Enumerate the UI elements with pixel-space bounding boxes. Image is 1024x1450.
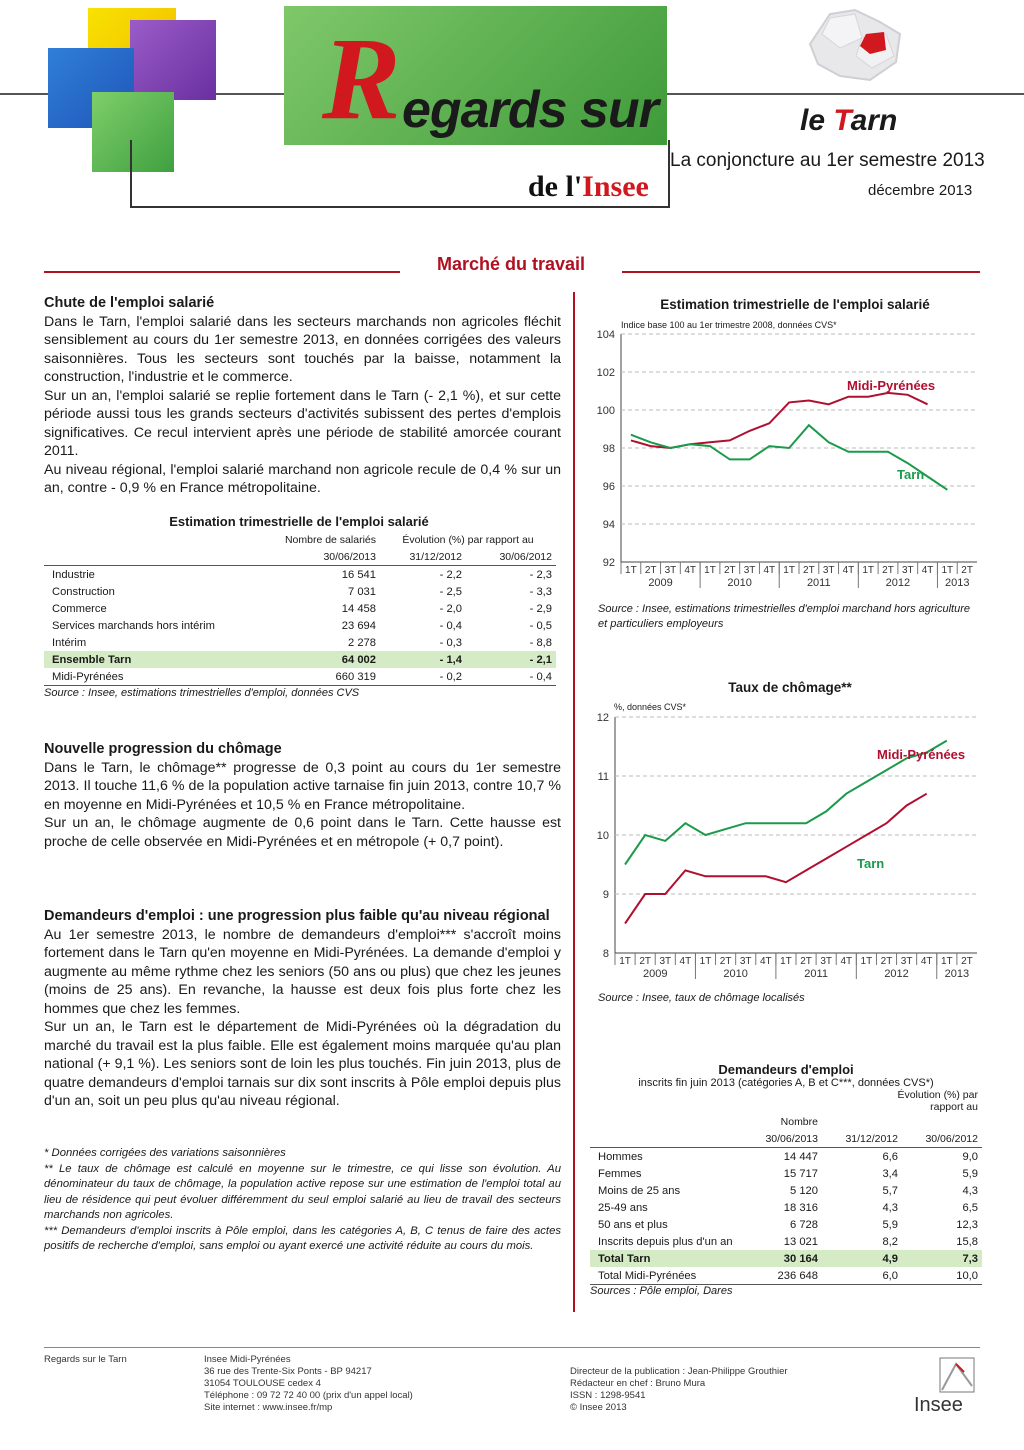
chart-emploi-subtitle: Indice base 100 au 1er trimestre 2008, données CVS* [621,320,837,330]
x-tick-label: 1T [940,956,953,967]
row-label: Inscrits depuis plus d'un an [598,1235,733,1248]
cell: 660 319 [335,670,376,683]
cell: - 2,1 [529,653,552,666]
year-label: 2009 [648,577,673,589]
cell: 3,4 [882,1167,898,1180]
th-date-2: 30/06/2012 [499,550,552,563]
year-label: 2010 [727,577,752,589]
y-tick-label: 102 [596,367,615,379]
cell: - 0,2 [439,670,462,683]
cell: - 2,2 [439,568,462,581]
footer-insee-logo: Insee [914,1394,963,1416]
heading-emploi: Chute de l'emploi salarié [44,295,215,311]
y-tick-label: 100 [596,405,615,417]
footer-address-line: Téléphone : 09 72 72 40 00 (prix d'un appel local) [204,1390,413,1401]
cell: 5 120 [790,1184,818,1197]
table-demandeurs-subtitle: inscrits fin juin 2013 (catégories A, B et C***, données CVS*) [638,1077,934,1089]
chart-emploi-title: Estimation trimestrielle de l'emploi salarié [660,297,930,312]
table-row [44,668,556,686]
map-midi-pyrenees-icon [800,4,910,86]
cell: - 0,4 [529,670,552,683]
chart-emploi-source: Source : Insee, estimations trimestrielles d'emploi marchand hors agriculture et particuliers employeurs [598,603,970,630]
row-label: Commerce [52,602,107,615]
x-tick-label: 4T [759,956,772,967]
cell: 15 717 [783,1167,818,1180]
series-label: Tarn [897,467,925,482]
cell: - 2,3 [529,568,552,581]
footer-credit-line: ISSN : 1298-9541 [570,1390,646,1401]
dept-letter-t: T [833,104,851,137]
x-tick-label: 1T [941,565,954,576]
series-line-midi-pyr-n-es [631,393,928,448]
year-label: 2013 [944,577,970,589]
para-chomage-1: Dans le Tarn, le chômage** progresse de 0,3 point au cours du 1er semestre 2013. Il touche 11,6 % de la population active tarnaise fin juin 2013, contre 10,7 % en moyenne en Midi-Pyrénées et 10,5 % en France métropolitaine. [44,759,561,813]
x-tick-label: 3T [901,565,914,576]
cell: - 0,5 [529,619,552,632]
x-tick-label: 1T [699,956,712,967]
cell: 12,3 [956,1218,978,1231]
footnote-1: * Données corrigées des variations saisonnières [44,1147,286,1159]
row-label: Hommes [598,1150,643,1163]
department-title [800,104,897,138]
x-tick-label: 2T [803,565,815,576]
cell: - 2,0 [439,602,462,615]
logo-square-purple [130,20,216,100]
year-label: 2011 [804,968,828,980]
x-tick-label: 2T [880,956,893,967]
chart-chomage-title: Taux de chômage** [728,680,852,695]
series-label: Tarn [857,856,885,871]
cell: 6,6 [882,1150,898,1163]
x-tick-label: 1T [862,565,875,576]
x-tick-label: 1T [780,956,792,967]
x-tick-label: 4T [921,565,934,576]
footer-publication: Regards sur le Tarn [44,1354,127,1365]
x-tick-label: 4T [840,956,853,967]
row-label: Construction [52,585,115,598]
y-tick-label: 11 [597,771,609,783]
table-row [44,583,556,600]
article-chomage [44,740,561,851]
th-d2: 30/06/2012 [925,1132,978,1145]
cell: 2 278 [348,636,376,649]
y-tick-label: 94 [602,519,615,531]
table-emploi-title: Estimation trimestrielle de l'emploi salarié [169,514,429,529]
x-tick-label: 2T [639,956,652,967]
year-label: 2012 [884,968,909,980]
cell: - 1,4 [439,653,462,666]
x-tick-label: 2T [961,565,973,576]
table-row [44,651,556,668]
y-tick-label: 104 [596,329,615,341]
footer-credit-line: © Insee 2013 [570,1402,627,1413]
dept-prefix: le [800,104,834,137]
para-demandeurs-2: Sur un an, le Tarn est le département de Midi-Pyrénées où la dégradation du marché du travail est la plus faible. Elle est également moins marquée qu'au plan national (+ 9,1 %). Les seniors sont de loin les plus touchés. Fin juin 2013, plus de quatre demandeurs d'emploi tarnais sur dix sont inscrits à Pôle emploi depuis plus d'un an, soit un peu plus qu'au niveau régional. [44,1019,561,1109]
article-demandeurs [44,907,561,1111]
y-tick-label: 9 [602,889,609,901]
footer-address [204,1354,504,1414]
x-tick-label: 1T [625,565,637,576]
column-divider [573,292,575,1312]
cell: 14 447 [783,1150,818,1163]
table-emploi [44,531,556,686]
th-evolution: Évolution (%) par rapport au [402,533,534,546]
logo-insee-word: Insee [582,170,649,203]
footer-credit-line: Directeur de la publication : Jean-Philippe Grouthier [570,1366,788,1377]
y-tick-label: 12 [596,712,609,724]
article-emploi [44,294,561,498]
table-row [44,634,556,651]
section-rule-right [622,271,980,273]
cell: 15,8 [956,1235,978,1248]
cell: - 0,3 [439,636,462,649]
cell: 5,7 [882,1184,898,1197]
table-row [590,1148,982,1166]
table-demandeurs [590,1089,982,1285]
x-tick-label: 1T [619,956,631,967]
table-row [44,600,556,617]
table-demandeurs-emploi [590,1062,982,1297]
table-row [590,1199,982,1216]
th-evolution-2: Évolution (%) par rapport au [897,1089,978,1113]
cell: 4,9 [882,1252,898,1265]
cell: 6,0 [882,1269,898,1282]
table-emploi-source: Source : Insee, estimations trimestrielles d'emploi, données CVS [44,687,360,699]
cell: - 3,3 [529,585,552,598]
cell: - 2,9 [529,602,552,615]
x-tick-label: 4T [920,956,933,967]
x-tick-label: 3T [739,956,752,967]
para-demandeurs-1: Au 1er semestre 2013, le nombre de demandeurs d'emploi*** s'accroît moins fortement dans le Tarn qu'en moyenne en Midi-Pyrénées. La demande d'emploi y augmente au même rythme chez les seniors (50 ans ou plus) que chez les jeunes (moins de 25 ans). En revanche, la hausse est deux fois plus forte chez les hommes que chez les femmes. [44,926,561,1017]
footnote-2: ** Le taux de chômage est calculé en moyenne sur le trimestre, ce qui lisse son évolution. Au dénominateur du taux de chômage, la population active repose sur une estimation de l'emploi total au lieu de résidence qui peut évoluer différemment du seul emploi salarié au lieu de travail des secteurs marchands non agricoles. [44,1162,561,1221]
x-tick-label: 2T [800,956,812,967]
x-tick-label: 2T [723,565,736,576]
cell: 16 541 [341,568,376,581]
footnote-3: *** Demandeurs d'emploi inscrits à Pôle emploi, dans les catégories A, B, C tenus de faire des actes positifs de recherche d'emploi, sans emploi ou ayant exercé une activité réduite au cours du mois. [44,1224,561,1252]
x-tick-label: 3T [820,956,833,967]
x-tick-label: 4T [763,565,776,576]
x-tick-label: 2T [719,956,732,967]
cell: 30 164 [783,1252,818,1265]
row-label: Total Midi-Pyrénées [598,1269,697,1282]
footer-address-line: Insee Midi-Pyrénées [204,1354,291,1365]
logo-de: de l' [528,170,583,203]
year-label: 2012 [885,577,911,589]
footnotes [44,1146,561,1255]
series-label: Midi-Pyrénées [877,747,966,762]
row-label: Ensemble Tarn [52,653,132,666]
table-row [44,566,556,584]
y-tick-label: 98 [602,443,615,455]
cell: 5,9 [882,1218,898,1231]
table-row [590,1182,982,1199]
th-date-0: 30/06/2013 [323,550,376,563]
row-label: Moins de 25 ans [598,1184,681,1197]
para-chomage-2: Sur un an, le chômage augmente de 0,6 point dans le Tarn. Cette hausse est proche de celle observée en Midi-Pyrénées et en métropole (+ 0,7 point). [44,815,561,850]
cell: 10,0 [956,1269,978,1282]
footer-credit-line: Rédacteur en chef : Bruno Mura [570,1378,706,1389]
cell: 5,9 [962,1167,978,1180]
cell: 14 458 [341,602,376,615]
cell: 6 728 [790,1218,818,1231]
x-tick-label: 2T [882,565,894,576]
table-row [590,1250,982,1267]
table-emploi-salarie [44,514,561,699]
row-label: 50 ans et plus [598,1218,668,1231]
cell: 13 021 [783,1235,818,1248]
cell: 23 694 [341,619,376,632]
y-tick-label: 96 [602,481,615,493]
th-d1: 31/12/2012 [845,1132,898,1145]
section-rule-left [44,271,400,273]
cell: - 2,5 [439,585,462,598]
x-tick-label: 3T [664,565,677,576]
section-title: Marché du travail [436,254,586,274]
y-tick-label: 10 [596,830,609,842]
footer-rule [44,1347,980,1348]
para-emploi-3: Au niveau régional, l'emploi salarié marchand non agricole recule de 0,4 % sur un an, contre - 0,9 % en France métropolitaine. [44,461,561,496]
cell: 7 031 [348,585,376,598]
heading-demandeurs: Demandeurs d'emploi : une progression plus faible qu'au niveau régional [44,908,550,924]
table-row [44,617,556,634]
logo-regards-sur: egards sur [402,81,658,139]
row-label: Femmes [598,1167,642,1180]
table-row [590,1233,982,1250]
x-tick-label: 1T [704,565,716,576]
row-label: Total Tarn [598,1252,651,1265]
x-tick-label: 4T [842,565,855,576]
x-tick-label: 2T [961,956,973,967]
logo-letter-r: R [322,13,401,144]
th-date-1: 31/12/2012 [409,550,462,563]
para-emploi-1: Dans le Tarn, l'emploi salarié dans les secteurs marchands non agricoles fléchit sensiblement au cours du 1er semestre 2013, en données corrigées des valeurs saisonnières. Tous les secteurs sont touchés par la baisse, notamment la construction, l'industrie et le commerce. [44,313,561,385]
table-row [590,1267,982,1285]
cell: 18 316 [783,1201,818,1214]
row-label: 25-49 ans [598,1201,648,1214]
x-tick-label: 1T [860,956,873,967]
cell: 6,5 [962,1201,978,1214]
table-row [590,1165,982,1182]
footer-address-line: Site internet : www.insee.fr/mp [204,1402,333,1413]
x-tick-label: 3T [743,565,756,576]
cell: - 0,4 [439,619,462,632]
y-tick-label: 8 [602,948,609,960]
x-tick-label: 3T [822,565,835,576]
cell: 8,2 [882,1235,898,1248]
x-tick-label: 3T [900,956,913,967]
cell: 4,3 [962,1184,978,1197]
cell: 9,0 [962,1150,978,1163]
cell: 236 648 [777,1269,818,1282]
cell: 7,3 [962,1252,978,1265]
year-label: 2013 [944,968,970,980]
x-tick-label: 1T [783,565,795,576]
chart-chomage-subtitle: %, données CVS* [614,702,687,712]
row-label: Industrie [52,568,95,581]
chart-chomage-source: Source : Insee, taux de chômage localisés [598,992,805,1004]
x-tick-label: 3T [659,956,672,967]
table-demandeurs-source: Sources : Pôle emploi, Dares [590,1285,733,1297]
th-nb-salaries: Nombre de salariés [284,533,376,546]
year-label: 2009 [642,968,668,980]
heading-chomage: Nouvelle progression du chômage [44,741,282,757]
footer-address-line: 31054 TOULOUSE cedex 4 [204,1378,321,1389]
th-nombre: Nombre [780,1115,818,1128]
insee-logo-icon [934,1356,980,1396]
year-label: 2011 [806,577,831,589]
x-tick-label: 2T [644,565,657,576]
cell: - 8,8 [529,636,552,649]
dept-rest: arn [850,104,898,137]
footer-address-line: 36 rue des Trente-Six Ponts - BP 94217 [204,1366,372,1377]
year-label: 2010 [723,968,748,980]
table-demandeurs-title: Demandeurs d'emploi [718,1062,854,1077]
chart-chomage [585,705,985,990]
cell: 64 002 [341,653,376,666]
x-tick-label: 4T [679,956,692,967]
row-label: Intérim [52,636,87,649]
para-emploi-2: Sur un an, l'emploi salarié se replie fortement dans le Tarn (- 2,1 %), et sur cette période aussi tous les grands secteurs d'activités subissent des pertes d'emplois significatives. Ce recul intervient après une période de stabilité amorcée courant 2011. [44,387,561,459]
table-row [590,1216,982,1233]
publication-subtitle: La conjoncture au 1er semestre 2013 [670,150,985,171]
series-label: Midi-Pyrénées [847,378,936,393]
row-label: Services marchands hors intérim [52,619,215,632]
x-tick-label: 4T [684,565,697,576]
publication-date: décembre 2013 [868,182,973,199]
row-label: Midi-Pyrénées [52,670,124,683]
cell: 4,3 [882,1201,898,1214]
chart-emploi [585,318,985,601]
th-d0: 30/06/2013 [765,1132,818,1145]
footer-credits [570,1366,870,1414]
logo-de-insee [528,170,649,204]
y-tick-label: 92 [602,557,615,569]
